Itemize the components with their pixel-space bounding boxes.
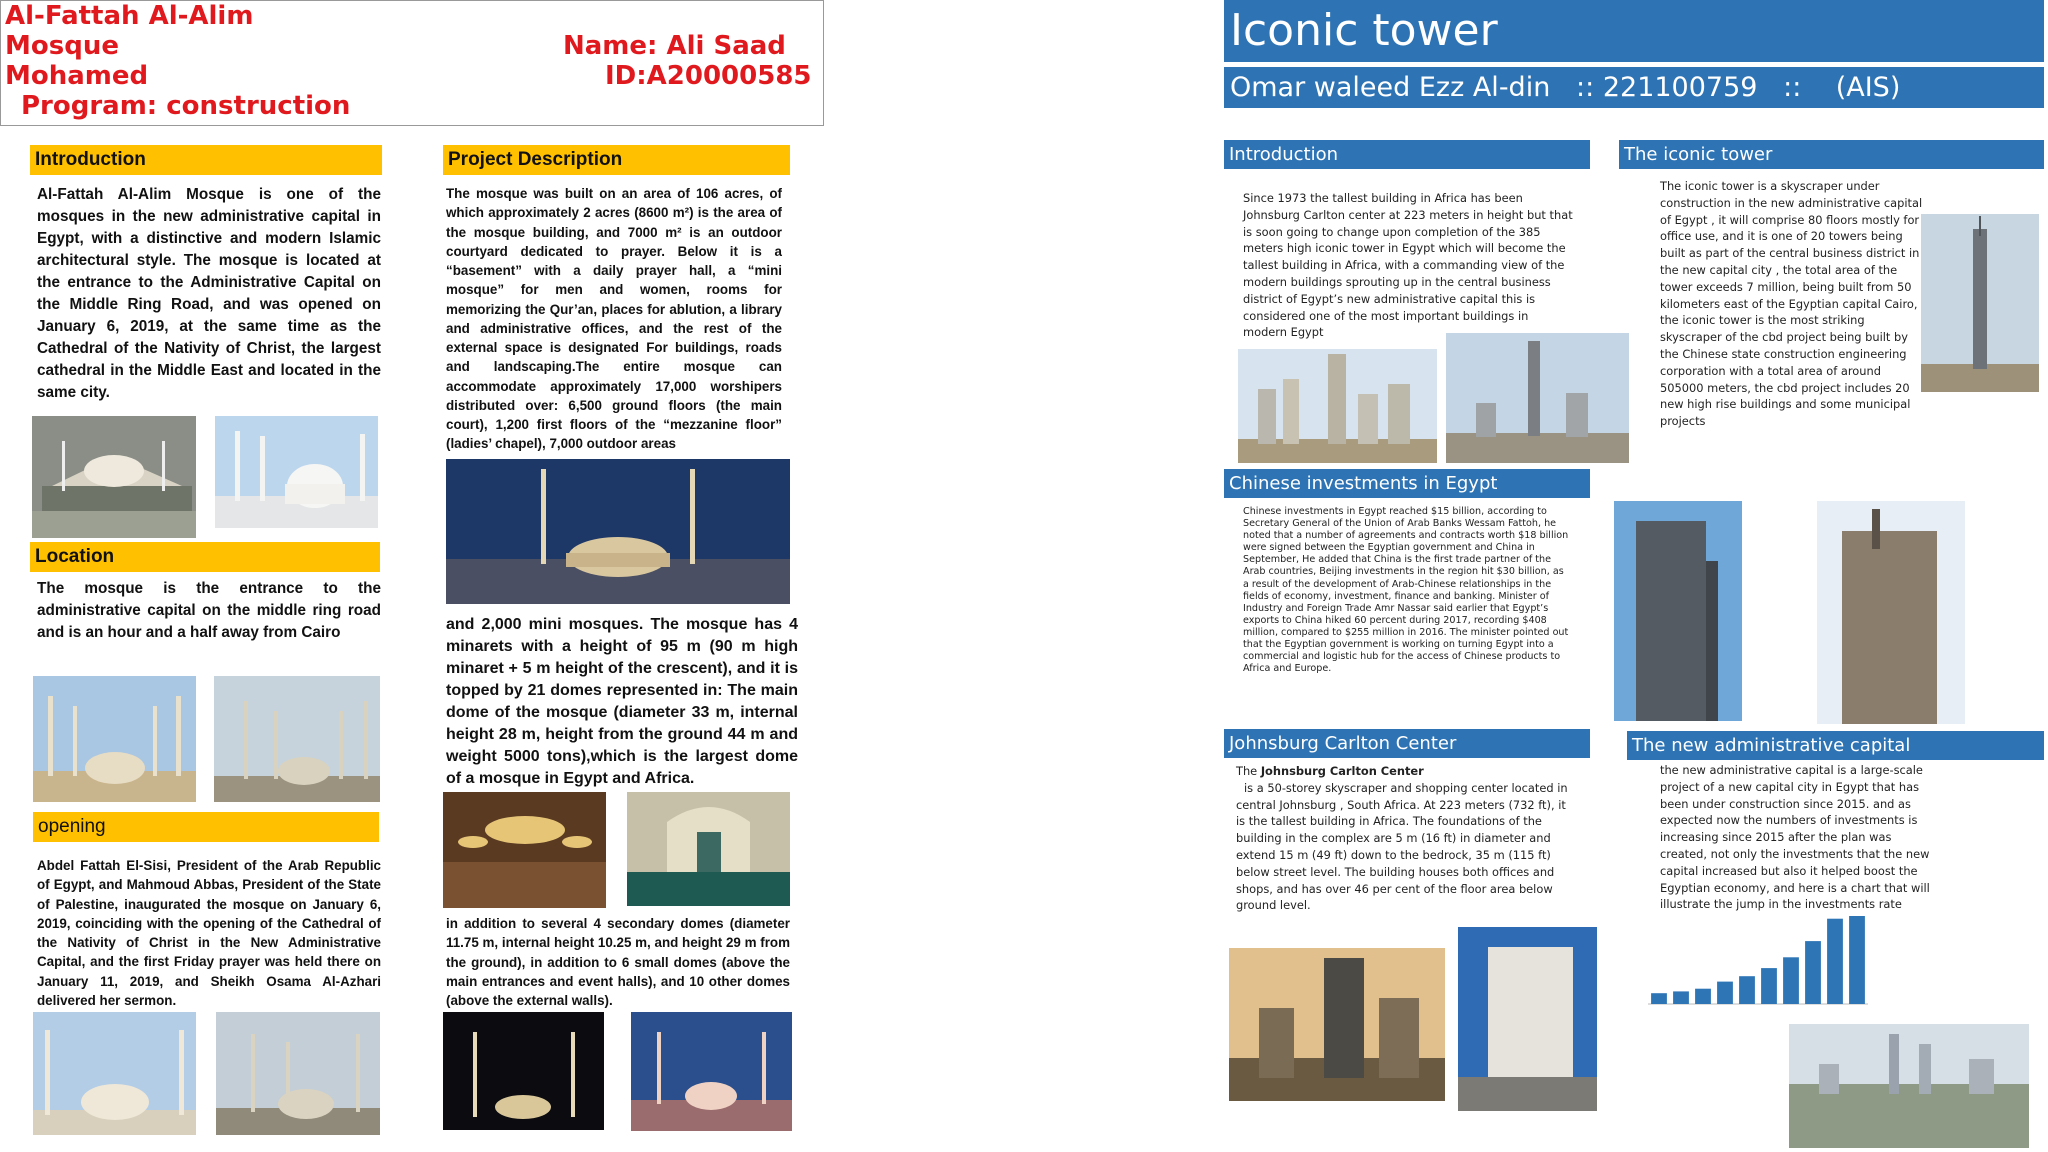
chart-bar xyxy=(1717,982,1733,1004)
tower-core-photo-1 xyxy=(1614,501,1742,721)
author-name-line: Mohamed xyxy=(5,61,149,91)
chart-bar xyxy=(1761,968,1777,1004)
new-capital-aerial-photo xyxy=(1789,1024,2029,1148)
chart-bars xyxy=(1651,916,1865,1004)
mosque-minarets-photo xyxy=(33,676,196,802)
johnsburg-text: is a 50-storey skyscraper and shopping center located in central Johnsburg , South Africa. At 223 meters (732 ft), it is the tallest building in Africa. The foundations of the building in the complex are 5 m (16 ft) in diameter and extend 15 m (49 ft) down to the bedrock, 35 m (115 ft) below street level. The building houses both offices and shops, and has over 46 per cent of the floor area below ground level. xyxy=(1236,780,1568,913)
tower-core-photo-2 xyxy=(1817,501,1965,724)
chart-bar xyxy=(1805,941,1821,1004)
mosque-night-photo xyxy=(446,459,790,604)
mosque-interior-hall-photo xyxy=(627,792,790,906)
mosque-front-photo xyxy=(33,1012,196,1135)
project-description-text-2: and 2,000 mini mosques. The mosque has 4 minarets with a height of 95 m (90 m high minaret + 5 m height of the crescent), and it is topped by 21 domes represented in: The main dome of the mosque (diameter 33 m, internal height 28 m, height from the ground 44 m and weight 5000 tons),which is the largest dome of a mosque in Egypt and Africa. xyxy=(446,616,798,787)
program-line: Program: construction xyxy=(21,91,351,121)
mosque-night-minarets-photo xyxy=(443,1012,604,1130)
chart-bar xyxy=(1849,916,1865,1004)
project-description-heading: Project Description xyxy=(443,145,790,175)
project-description-text-1: The mosque was built on an area of 106 acres, of which approximately 2 acres (8600 m²) is the area of the mosque building, and 7000 m² is an outdoor courtyard dedicated to prayer. Below it is a “basement” with a daily prayer hall, a “mini mosque” for men and women, rooms for memorizing the Qur’an, places for ablution, a library and administrative offices, and the rest of the external space is designated For buildings, roads and landscaping.The entire mosque can accommodate approximately 17,000 worshipers distributed over: 6,500 ground floors (the main court), 1,200 first floors of the “mezzanine floor” (ladies’ chapel), 7,000 outdoor areas xyxy=(446,186,782,452)
chart-bar xyxy=(1651,993,1667,1004)
left-header-box xyxy=(0,0,824,126)
iconic-tower-heading: The iconic tower xyxy=(1619,140,2044,169)
investments-bar-chart xyxy=(1640,912,1876,1012)
chart-bar xyxy=(1695,989,1711,1004)
location-heading: Location xyxy=(30,542,380,572)
iconic-tower-construction-photo xyxy=(1921,214,2039,392)
mosque-aerial-photo xyxy=(32,416,196,538)
iconic-tower-text: The iconic tower is a skyscraper under construction in the new administrative capital of Egypt , it will comprise 80 floors mostly for office use, and it is one of 20 towers being built as part of the central business district in the new capital city , the total area of the tower exceeds 7 million, being built from 50 kilometers east of the Egyptian capital Cairo, the iconic tower is the most striking skyscraper of the cbd project being built by the Chinese state construction engineering corporation with a total area of around 505000 meters, the cbd project includes 20 new high rise buildings and some municipal projects xyxy=(1660,179,1923,429)
right-introduction-heading: Introduction xyxy=(1224,140,1590,169)
chinese-investments-heading: Chinese investments in Egypt xyxy=(1224,469,1590,498)
chart-bar xyxy=(1739,976,1755,1004)
introduction-heading: Introduction xyxy=(30,145,382,175)
carlton-center-photo xyxy=(1458,927,1597,1111)
johnsburg-lead: The xyxy=(1236,764,1261,778)
opening-text: Abdel Fattah El-Sisi, President of the Arab Republic of Egypt, and Mahmoud Abbas, President of the State of Palestine, inaugurated the mosque on January 6, 2019, coinciding with the opening of the Cathedral of the Nativity of Christ in the New Administrative Capital, and the first Friday prayer was held there on January 11, 2019, and Sheikh Osama Al-Azhari delivered her sermon. xyxy=(37,858,381,1009)
mosque-title-line2: Mosque xyxy=(5,31,119,61)
project-description-text-3: in addition to several 4 secondary domes (diameter 11.75 m, internal height 10.25 m, and height 29 m from the ground), in addition to 6 small domes (above the main entrances and event halls), and 10 other domes (above the external walls). xyxy=(446,916,790,1009)
chinese-investments-text: Chinese investments in Egypt reached $15 billion, according to Secretary General of the Union of Arab Banks Wessam Fattoh, he noted that a number of agreements and contracts worth $18 billion were signed between the Egyptian government and China in September, He added that China is the first trade partner of the Arab countries, Beijing investments in the region hit $30 billion, as a result of the development of Arab-Chinese relationships in the fields of economy, investment, finance and banking. Minister of Industry and Foreign Trade Amr Nassar said earlier that Egypt’s exports to China hiked 60 percent during 2017, recording $408 million, compared to $255 million in 2016. The minister pointed out that the Egyptian government is working on turning Egypt into a commercial and logistic hub for the access of Chinese products to Africa and Europe. xyxy=(1243,506,1569,675)
student-name: Name: Ali Saad xyxy=(563,31,786,61)
cbd-towers-photo xyxy=(1238,349,1437,463)
poster-subtitle: Omar waleed Ezz Al-din :: 221100759 :: (AIS) xyxy=(1224,67,2044,108)
johnsburg-city-photo xyxy=(1229,948,1445,1101)
mosque-title-line1: Al-Fattah Al-Alim xyxy=(5,1,254,31)
mosque-white-dome-photo xyxy=(215,416,378,528)
poster-title: Iconic tower xyxy=(1224,0,2044,62)
chart-bar xyxy=(1673,991,1689,1004)
chart-bar xyxy=(1827,919,1843,1004)
right-introduction-text: Since 1973 the tallest building in Africa has been Johnsburg Carlton center at 223 meters in height but that is soon going to change upon completion of the 385 meters high iconic tower in Egypt which will become the tallest building in Africa, with a commanding view of the modern buildings sprouting up in the central business district of Egypt’s new administrative capital this is considered one of the most important buildings in modern Egypt xyxy=(1243,191,1573,340)
mosque-dusk-photo xyxy=(631,1012,792,1131)
mosque-distant-photo xyxy=(214,676,380,802)
iconic-tower-skyline-photo xyxy=(1446,333,1629,463)
introduction-text: Al-Fattah Al-Alim Mosque is one of the mosques in the new administrative capital in Egypt, with a distinctive and modern Islamic architectural style. The mosque is located at the entrance to the Administrative Capital on the Middle Ring Road, and was opened on January 6, 2019, at the same time as the Cathedral of the Nativity of Christ, the largest cathedral in the Middle East and located in the same city. xyxy=(37,186,381,401)
mosque-interior-chandelier-photo xyxy=(443,792,606,908)
johnsburg-lead-bold: Johnsburg Carlton Center xyxy=(1260,764,1424,778)
new-capital-heading: The new administrative capital xyxy=(1627,731,2044,760)
location-text: The mosque is the entrance to the administrative capital on the middle ring road and is an hour and a half away from Cairo xyxy=(37,580,381,641)
chart-bar xyxy=(1783,957,1799,1004)
new-capital-text: the new administrative capital is a large-scale project of a new capital city in Egypt that has been under construction since 2015. and as expected now the numbers of investments is increasing since 2015 after the plan was created, not only the investments that the new capital increased but also it helped boost the Egyptian economy, and here is a chart that will illustrate the jump in the investments rate xyxy=(1660,763,1930,912)
johnsburg-text-block xyxy=(1236,763,1570,914)
johnsburg-heading: Johnsburg Carlton Center xyxy=(1224,729,1590,758)
mosque-courtyard-photo xyxy=(216,1012,380,1135)
opening-heading: opening xyxy=(33,812,379,842)
student-id: ID:A20000585 xyxy=(605,61,812,91)
